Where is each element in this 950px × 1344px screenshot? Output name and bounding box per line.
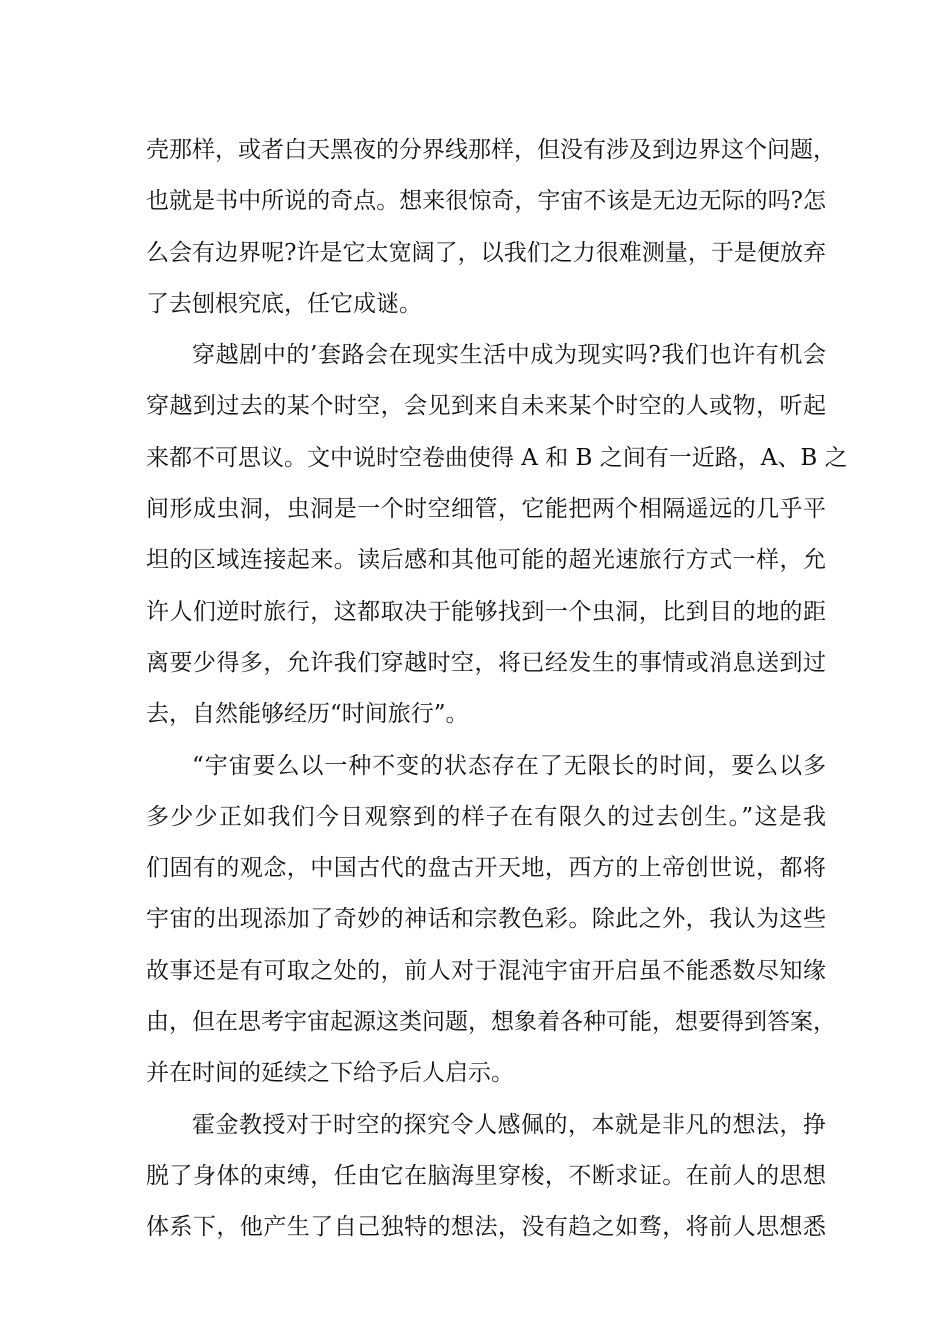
text-line: 坦的区域连接起来。读后感和其他可能的超光速旅行方式一样，允 (146, 547, 826, 574)
text-line: 间形成虫洞，虫洞是一个时空细管，它能把两个相隔遥远的几乎平 (146, 496, 826, 523)
text-line: 么会有边界呢?许是它太宽阔了，以我们之力很难测量，于是便放弃 (146, 239, 826, 266)
paragraph (146, 330, 848, 740)
text-line: 多少少正如我们今日观察到的样子在有限久的过去创生。”这是我 (146, 803, 826, 830)
paragraph (146, 125, 836, 330)
text-line: 去，自然能够经历“时间旅行”。 (146, 701, 469, 728)
text-line: 并在时间的延续之下给予后人启示。 (146, 1060, 514, 1087)
text-line: 霍金教授对于时空的探究令人感佩的，本就是非凡的想法，挣 (192, 1111, 826, 1138)
document-body (146, 125, 848, 1254)
text-line: 离要少得多，允许我们穿越时空，将已经发生的事情或消息送到过 (146, 649, 826, 676)
text-line: 来都不可思议。文中说时空卷曲使得 A 和 B 之间有一近路，A、B 之 (146, 444, 848, 471)
paragraph (146, 1100, 826, 1254)
text-line: 穿越剧中的’套路会在现实生活中成为现实吗?我们也许有机会 (192, 342, 826, 369)
text-line: 体系下，他产生了自己独特的想法，没有趋之如骛，将前人思想悉 (146, 1214, 826, 1241)
text-line: 们固有的观念，中国古代的盘古开天地，西方的上帝创世说，都将 (146, 855, 826, 882)
text-line: 许人们逆时旅行，这都取决于能够找到一个虫洞，比到目的地的距 (146, 598, 826, 625)
text-line: 也就是书中所说的奇点。想来很惊奇，宇宙不该是无边无际的吗?怎 (146, 188, 826, 215)
text-line: 脱了身体的束缚，任由它在脑海里穿梭，不断求证。在前人的思想 (146, 1162, 826, 1189)
text-line: 故事还是有可取之处的，前人对于混沌宇宙开启虽不能悉数尽知缘 (146, 957, 826, 984)
text-line: 穿越到过去的某个时空，会见到来自未来某个时空的人或物，听起 (146, 393, 826, 420)
text-line: 壳那样，或者白天黑夜的分界线那样，但没有涉及到边界这个问题， (146, 137, 836, 163)
text-line: “宇宙要么以一种不变的状态存在了无限长的时间，要么以多 (192, 752, 826, 779)
text-line: 宇宙的出现添加了奇妙的神话和宗教色彩。除此之外，我认为这些 (146, 906, 826, 933)
text-line: 由，但在思考宇宙起源这类问题，想象着各种可能，想要得到答案， (146, 1009, 836, 1036)
paragraph (146, 741, 836, 1100)
text-line: 了去刨根究底，任它成谜。 (146, 290, 422, 317)
